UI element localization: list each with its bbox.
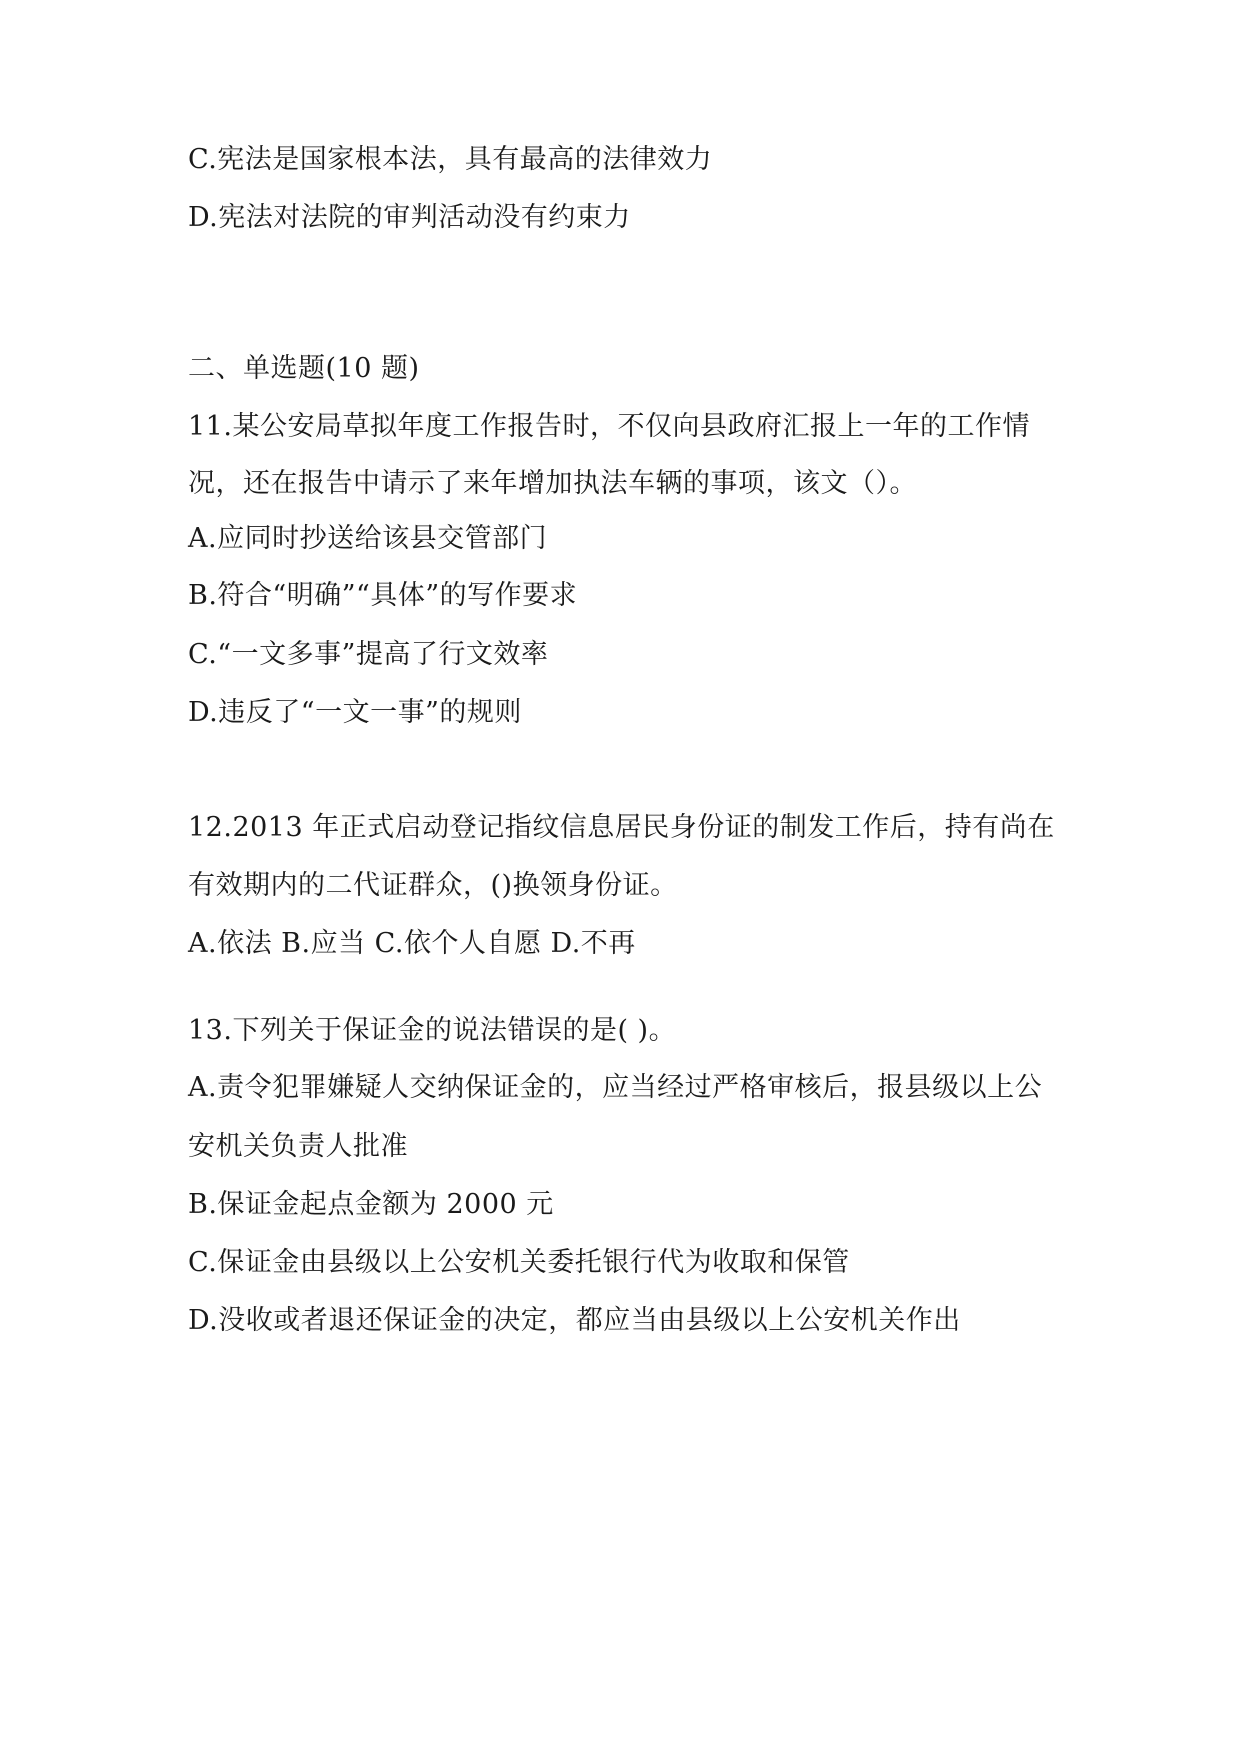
question-13-option-b: B.保证金起点金额为 2000 元: [188, 1189, 554, 1220]
question-13-option-a-line-2: 安机关负责人批准: [188, 1131, 408, 1162]
question-11-option-a: A.应同时抄送给该县交管部门: [188, 523, 548, 554]
question-11-stem-line-1: 11.某公安局草拟年度工作报告时，不仅向县政府汇报上一年的工作情: [188, 411, 1030, 442]
question-11-option-c: C.“一文多事”提高了行文效率: [188, 639, 549, 670]
previous-question-option-d: D.宪法对法院的审判活动没有约束力: [188, 202, 631, 233]
question-11-option-b: B.符合“明确”“具体”的写作要求: [188, 580, 578, 611]
question-12-options: A.依法 B.应当 C.依个人自愿 D.不再: [188, 928, 636, 959]
question-11-stem-line-2: 况，还在报告中请示了来年增加执法车辆的事项，该文（）。: [188, 468, 917, 499]
previous-question-option-c: C.宪法是国家根本法，具有最高的法律效力: [188, 144, 713, 175]
question-12-stem-line-1: 12.2013 年正式启动登记指纹信息居民身份证的制发工作后，持有尚在: [188, 812, 1055, 843]
question-12-stem-line-2: 有效期内的二代证群众，()换领身份证。: [188, 870, 678, 901]
question-13-stem: 13.下列关于保证金的说法错误的是( )。: [188, 1015, 677, 1046]
question-11-option-d: D.违反了“一文一事”的规则: [188, 697, 522, 728]
question-13-option-a-line-1: A.责令犯罪嫌疑人交纳保证金的，应当经过严格审核后，报县级以上公: [188, 1072, 1043, 1103]
question-13-option-c: C.保证金由县级以上公安机关委托银行代为收取和保管: [188, 1247, 850, 1278]
section-heading: 二、单选题(10 题): [188, 353, 420, 384]
question-13-option-d: D.没收或者退还保证金的决定，都应当由县级以上公安机关作出: [188, 1305, 961, 1336]
